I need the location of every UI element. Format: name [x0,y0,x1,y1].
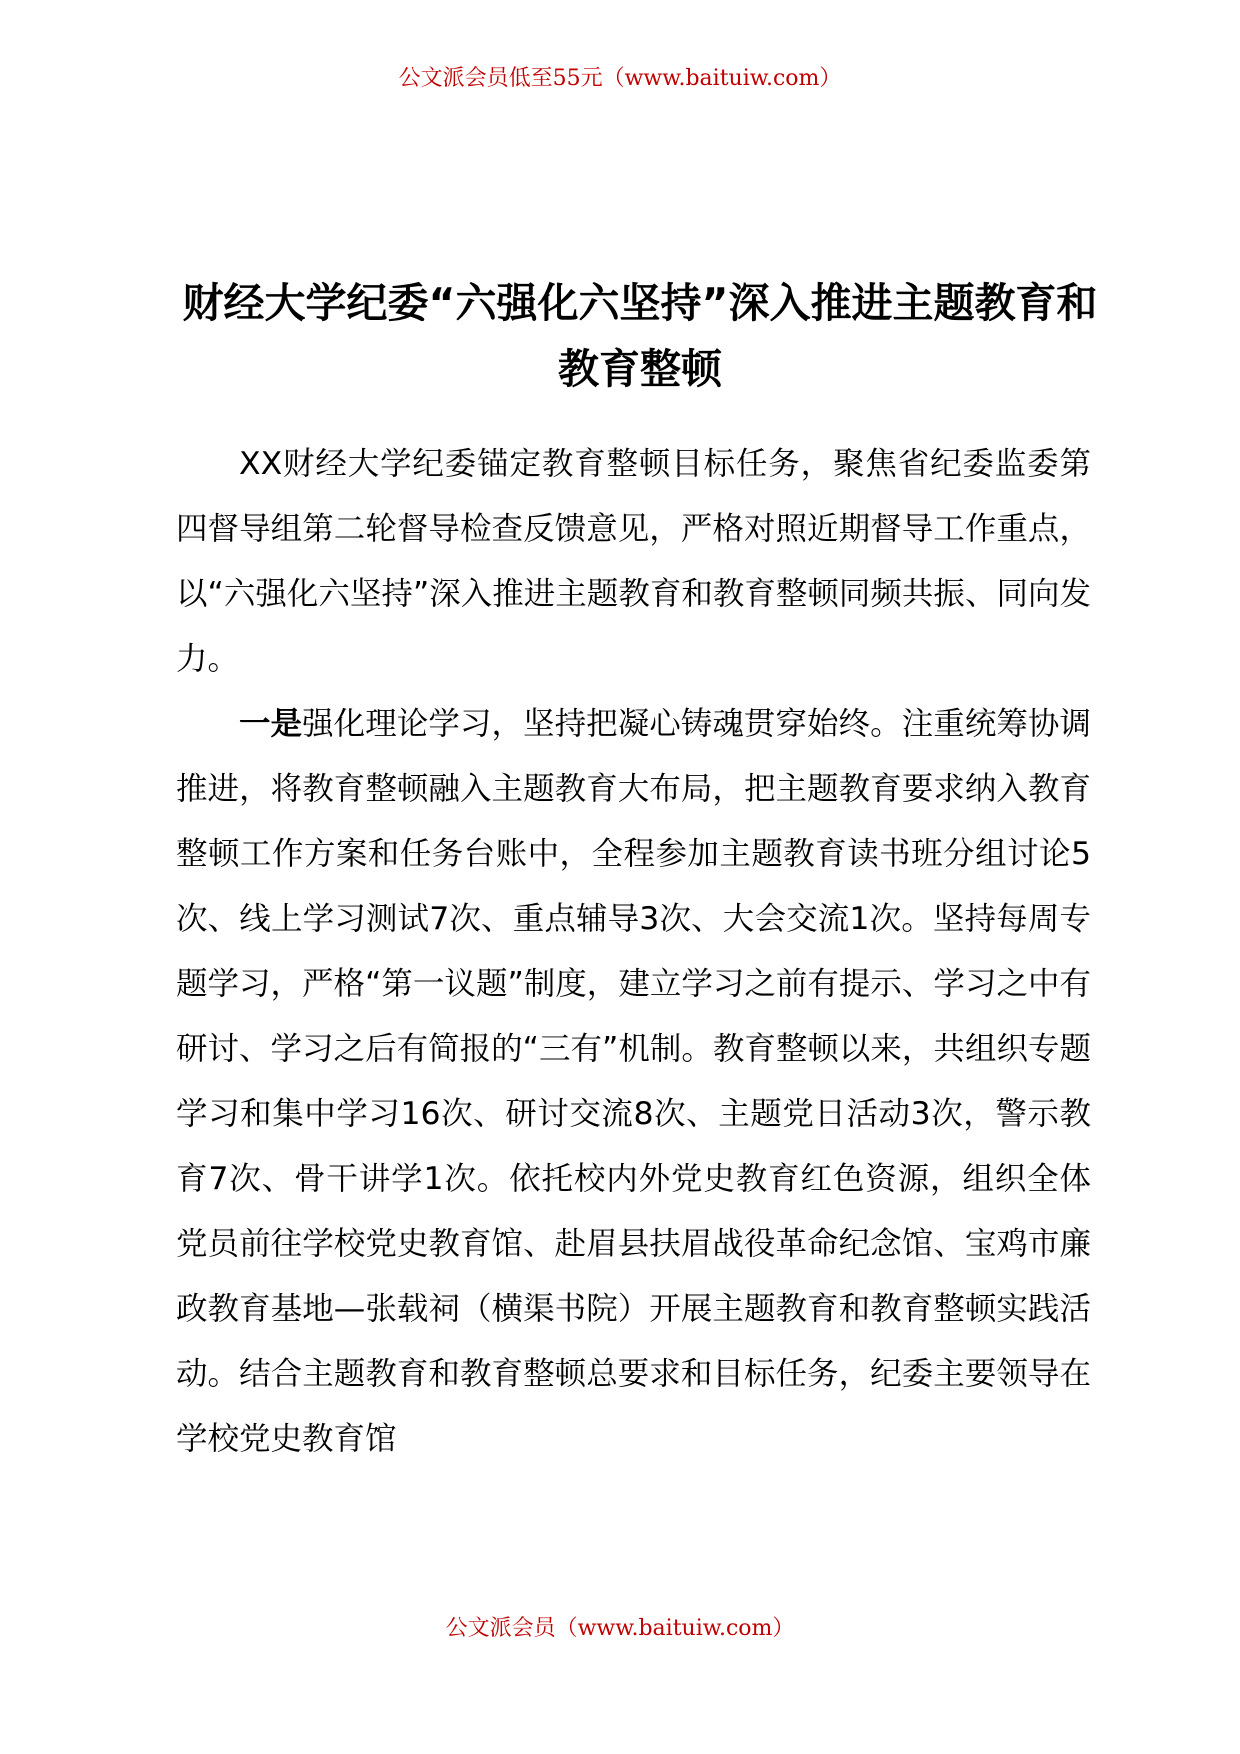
section-one-text: 强化理论学习，坚持把凝心铸魂贯穿始终。注重统筹协调推进，将教育整顿融入主题教育大布局，把主题教育要求纳入教育整顿工作方案和任务台账中，全程参加主题教育读书班分组讨论5次、线上学习测试7次、重点辅导3次、大会交流1次。坚持每周专题学习，严格“第一议题”制度，建立学习之前有提示、学习之中有研讨、学习之后有简报的“三有”机制。教育整顿以来，共组织专题学习和集中学习16次、研讨交流8次、主题党日活动3次，警示教育7次、骨干讲学1次。依托校内外党史教育红色资源，组织全体党员前往学校党史教育馆、赴眉县扶眉战役革命纪念馆、宝鸡市廉政教育基地—张载祠（横渠书院）开展主题教育和教育整顿实践活动。结合主题教育和教育整顿总要求和目标任务，纪委主要领导在学校党史教育馆 [176,706,1091,1457]
document-title: 财经大学纪委“六强化六坚持”深入推进主题教育和教育整顿 [182,279,1098,393]
document-body [176,432,1091,1472]
footer-watermark-note: 公文派会员（www.baituiw.com） [445,1616,795,1641]
intro-paragraph: XX财经大学纪委锚定教育整顿目标任务，聚焦省纪委监委第四督导组第二轮督导检查反馈意见，严格对照近期督导工作重点，以“六强化六坚持”深入推进主题教育和教育整顿同频共振、同向发力。 [176,446,1091,677]
section-one-paragraph [176,692,1091,1472]
header-watermark-note: 公文派会员低至55元（www.baituiw.com） [398,66,842,91]
section-one-lead: 一是 [239,706,303,742]
